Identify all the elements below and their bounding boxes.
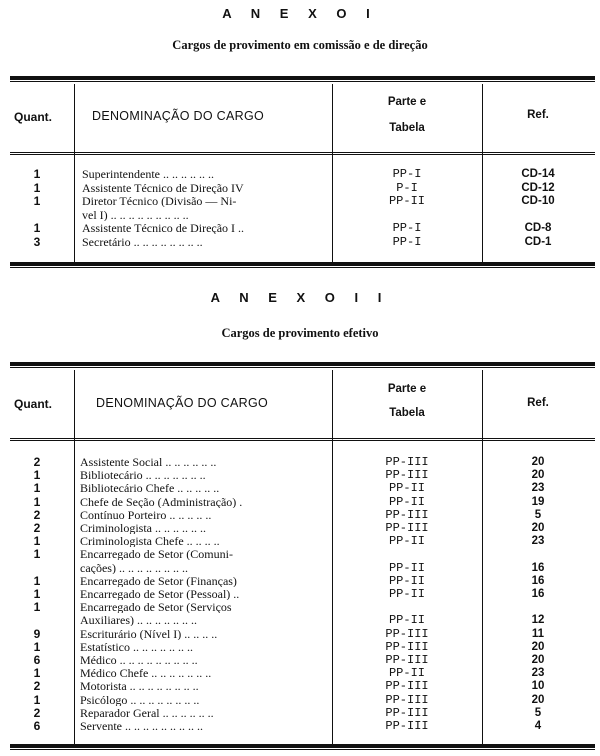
denominacao-cell: Motorista .. .. .. .. .. .. .. ..: [80, 680, 199, 693]
denominacao-cell: Estatístico .. .. .. .. .. .. ..: [80, 640, 193, 653]
denominacao-cell: Encarregado de Setor (Serviços: [80, 601, 232, 614]
denominacao-cell: cações) .. .. .. .. .. .. .. ..: [80, 561, 188, 574]
annex1-header-ref: Ref.: [527, 109, 549, 121]
quantity-cell: 2: [33, 507, 41, 522]
quantity-cell: 1: [33, 167, 41, 181]
parte-tabela-cell: PP-II: [388, 587, 425, 601]
denominacao-cell: Assistente Técnico de Direção I ..: [82, 222, 245, 234]
quantity-cell: 1: [33, 600, 41, 615]
quantity-cell: 1: [33, 481, 41, 496]
quantity-cell: 2: [33, 521, 41, 535]
quantity-cell: 2: [33, 455, 41, 469]
quantity-cell: 1: [33, 494, 41, 509]
denominacao-cell: Encarregado de Setor (Comuni-: [80, 548, 233, 561]
quantity-cell: 1: [33, 666, 41, 681]
annex1-header-rule: [10, 152, 595, 155]
ref-cell: 20: [531, 456, 545, 468]
denominacao-cell: Médico Chefe .. .. .. .. .. .. ..: [80, 667, 212, 680]
parte-tabela-cell: PP-I: [392, 234, 422, 249]
quantity-cell: 1: [33, 692, 41, 707]
parte-tabela-cell: PP-II: [388, 560, 425, 575]
quantity-cell: 1: [33, 534, 41, 549]
denominacao-cell: Secretário .. .. .. .. .. .. .. ..: [82, 235, 203, 248]
ref-cell: 19: [531, 495, 545, 508]
parte-tabela-cell: PP-III: [385, 626, 429, 641]
denominacao-cell: Criminologista .. .. .. .. .. ..: [80, 522, 206, 534]
annex2-header-tabela: Tabela: [389, 407, 425, 419]
parte-tabela-cell: PP-I: [392, 167, 422, 181]
denominacao-cell: Reparador Geral .. .. .. .. .. ..: [80, 706, 214, 719]
ref-cell: 16: [531, 574, 545, 587]
annex2-title: A N E X O I I: [210, 290, 390, 305]
parte-tabela-cell: PP-III: [385, 507, 429, 522]
denominacao-cell: Psicólogo .. .. .. .. .. .. .. ..: [80, 693, 200, 706]
ref-cell: 20: [531, 654, 545, 666]
ref-cell: CD-14: [521, 168, 555, 180]
annex1-col-divider-1: [74, 84, 75, 262]
denominacao-cell: Servente .. .. .. .. .. .. .. .. ..: [80, 720, 203, 732]
annex2-col-divider-1: [74, 370, 75, 744]
quantity-cell: 1: [33, 194, 41, 208]
denominacao-cell: Encarregado de Setor (Finanças): [80, 574, 237, 587]
parte-tabela-cell: PP-II: [388, 194, 425, 208]
ref-cell: 23: [531, 482, 545, 495]
quantity-cell: 1: [33, 573, 41, 588]
annex2-top-rule: [10, 362, 595, 368]
denominacao-cell: Contínuo Porteiro .. .. .. .. ..: [80, 508, 212, 521]
annex1-header-denominacao: DENOMINAÇÃO DO CARGO: [92, 109, 264, 123]
quantity-cell: 2: [33, 705, 41, 720]
parte-tabela-cell: PP-I: [392, 221, 422, 235]
annex1-header-tabela: Tabela: [389, 122, 425, 134]
quantity-cell: 6: [33, 719, 41, 733]
ref-cell: CD-10: [521, 195, 555, 207]
ref-cell: 23: [531, 667, 545, 680]
annex1-top-rule: [10, 76, 595, 82]
parte-tabela-cell: PP-III: [385, 653, 429, 667]
parte-tabela-cell: PP-III: [385, 468, 429, 483]
denominacao-cell: Superintendente .. .. .. .. .. ..: [82, 168, 214, 180]
ref-cell: 5: [534, 508, 542, 521]
ref-cell: 16: [531, 588, 545, 600]
parte-tabela-cell: PP-III: [385, 692, 429, 707]
denominacao-cell: Diretor Técnico (Divisão — Ni-: [82, 195, 237, 207]
ref-cell: 11: [531, 627, 545, 640]
annex2-header-quant: Quant.: [14, 397, 52, 411]
parte-tabela-cell: PP-II: [388, 534, 425, 549]
parte-tabela-cell: PP-II: [388, 494, 425, 509]
denominacao-cell: vel I) .. .. .. .. .. .. .. .. ..: [82, 208, 189, 221]
annex1-header-quant: Quant.: [14, 110, 52, 124]
quantity-cell: 2: [33, 679, 41, 694]
parte-tabela-cell: PP-III: [385, 455, 429, 469]
denominacao-cell: Bibliotecário Chefe .. .. .. .. ..: [80, 482, 220, 495]
quantity-cell: 1: [33, 547, 41, 562]
parte-tabela-cell: PP-III: [385, 521, 429, 535]
ref-cell: CD-1: [524, 235, 552, 248]
denominacao-cell: Bibliotecário .. .. .. .. .. .. ..: [80, 469, 206, 482]
quantity-cell: 1: [33, 468, 41, 483]
denominacao-cell: Assistente Social .. .. .. .. .. ..: [80, 456, 217, 468]
annex2-header-denominacao: DENOMINAÇÃO DO CARGO: [96, 396, 268, 410]
annex1-subtitle: Cargos de provimento em comissão e de direção: [172, 38, 428, 52]
denominacao-cell: Médico .. .. .. .. .. .. .. .. ..: [80, 654, 198, 666]
annex1-title: A N E X O I: [222, 6, 378, 21]
parte-tabela-cell: PP-II: [388, 666, 425, 681]
parte-tabela-cell: PP-II: [388, 613, 425, 628]
quantity-cell: 3: [33, 234, 41, 249]
quantity-cell: 9: [33, 626, 41, 641]
ref-cell: CD-8: [524, 222, 552, 234]
quantity-cell: 1: [33, 221, 41, 235]
parte-tabela-cell: PP-III: [385, 719, 429, 733]
annex2-subtitle: Cargos de provimento efetivo: [221, 326, 379, 340]
quantity-cell: 1: [33, 180, 41, 195]
parte-tabela-cell: PP-III: [385, 639, 429, 654]
quantity-cell: 6: [33, 653, 41, 667]
ref-cell: 5: [534, 706, 542, 719]
ref-cell: 16: [531, 561, 545, 574]
parte-tabela-cell: PP-III: [385, 705, 429, 720]
ref-cell: 10: [531, 680, 545, 693]
denominacao-cell: Chefe de Seção (Administração) .: [80, 495, 243, 508]
ref-cell: 20: [531, 640, 545, 653]
denominacao-cell: Criminologista Chefe .. .. .. ..: [80, 535, 220, 548]
annex1-header-parte: Parte e: [387, 96, 427, 108]
parte-tabela-cell: P-I: [396, 180, 418, 195]
parte-tabela-cell: PP-III: [385, 679, 429, 694]
quantity-cell: 1: [33, 587, 41, 601]
parte-tabela-cell: PP-II: [388, 573, 425, 588]
denominacao-cell: Auxiliares) .. .. .. .. .. .. ..: [80, 614, 197, 627]
ref-cell: 20: [531, 469, 545, 482]
denominacao-cell: Escriturário (Nível I) .. .. .. ..: [80, 627, 218, 640]
parte-tabela-cell: PP-II: [388, 481, 425, 496]
ref-cell: 23: [531, 535, 545, 548]
ref-cell: 20: [531, 693, 545, 706]
annex2-header-parte: Parte e: [387, 383, 427, 395]
ref-cell: CD-12: [521, 181, 555, 194]
annex2-header-rule: [10, 438, 595, 441]
annex2-header-ref: Ref.: [527, 397, 549, 409]
quantity-cell: 1: [33, 639, 41, 654]
ref-cell: 4: [534, 720, 542, 732]
ref-cell: 20: [531, 522, 545, 534]
denominacao-cell: Assistente Técnico de Direção IV: [82, 181, 244, 194]
denominacao-cell: Encarregado de Setor (Pessoal) ..: [80, 588, 240, 600]
annex2-bottom-rule: [10, 744, 595, 750]
ref-cell: 12: [531, 614, 545, 627]
annex1-bottom-rule: [10, 262, 595, 268]
